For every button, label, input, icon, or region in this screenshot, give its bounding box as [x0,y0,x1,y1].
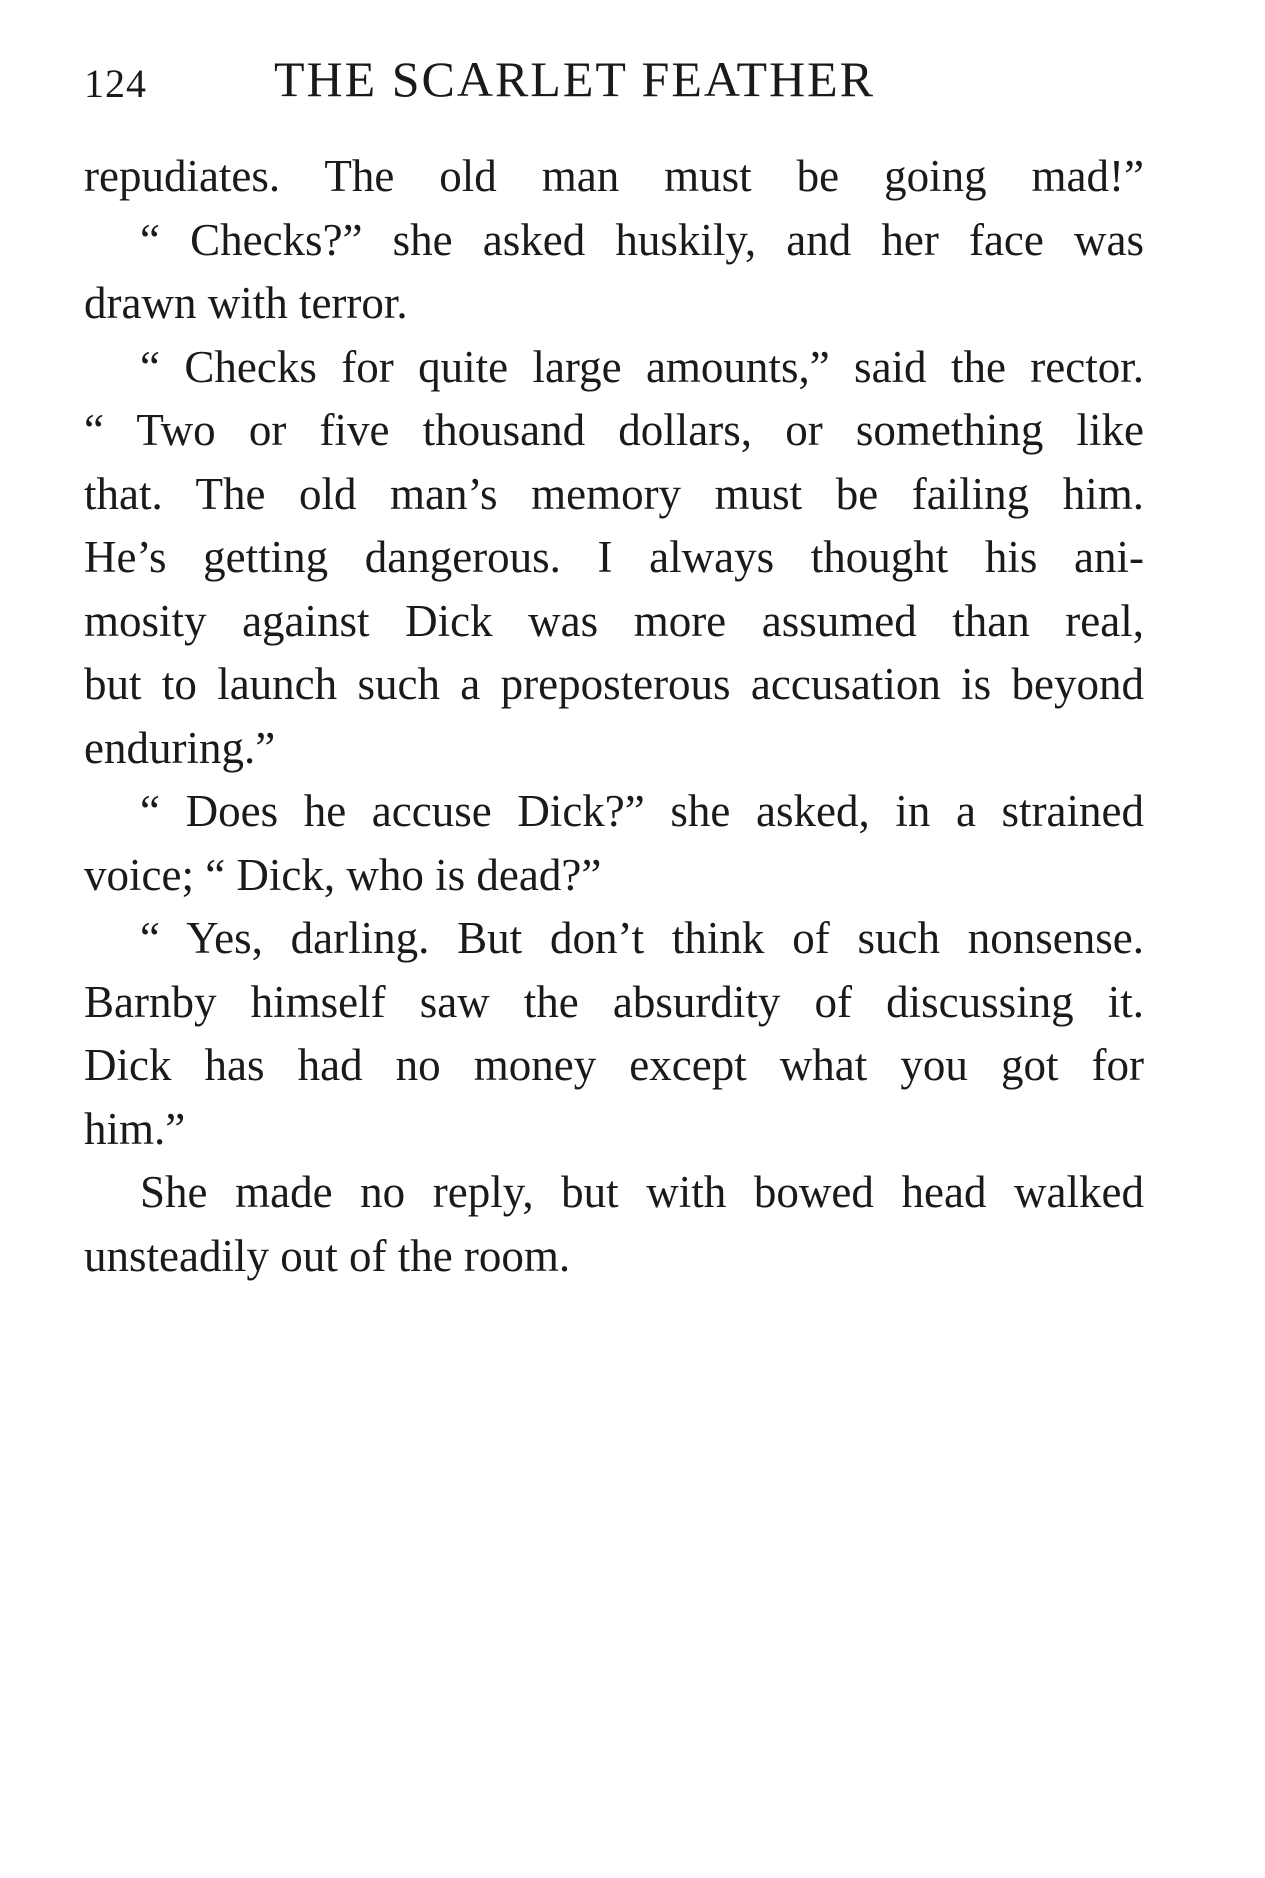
text-line: “ Checks for quite large amounts,” said the rector. [140,341,1144,392]
running-head [84,48,1144,118]
text-line: She made no reply, but with bowed head walked [140,1167,1144,1217]
page-number: 124 [84,61,147,106]
text-line: repudiates. The old man must be going mad!” [84,151,1144,201]
text-line: “ Yes, darling. But don’t think of such nonsense. [140,913,1144,963]
body-text [84,145,1144,1288]
text-line: enduring.” [84,722,276,773]
text-line: “ Two or five thousand dollars, or something like [84,405,1144,455]
text-line: drawn with terror. [84,278,408,328]
text-line: Dick has had no money except what you got for [84,1040,1144,1090]
text-line: but to launch such a preposterous accusation is beyond [84,659,1144,709]
text-line: him.” [84,1103,186,1154]
text-line: He’s getting dangerous. I always thought his ani- [84,532,1144,582]
text-line: Barnby himself saw the absurdity of discussing it. [84,976,1144,1027]
text-line: unsteadily out of the room. [84,1230,571,1281]
text-line: mosity against Dick was more assumed than real, [84,595,1144,646]
running-title: THE SCARLET FEATHER [274,51,875,107]
text-line: voice; “ Dick, who is dead?” [84,849,602,900]
text-line: “ Does he accuse Dick?” she asked, in a strained [140,786,1144,836]
text-line: that. The old man’s memory must be failing him. [84,468,1144,519]
text-line: “ Checks?” she asked huskily, and her face was [140,214,1144,265]
